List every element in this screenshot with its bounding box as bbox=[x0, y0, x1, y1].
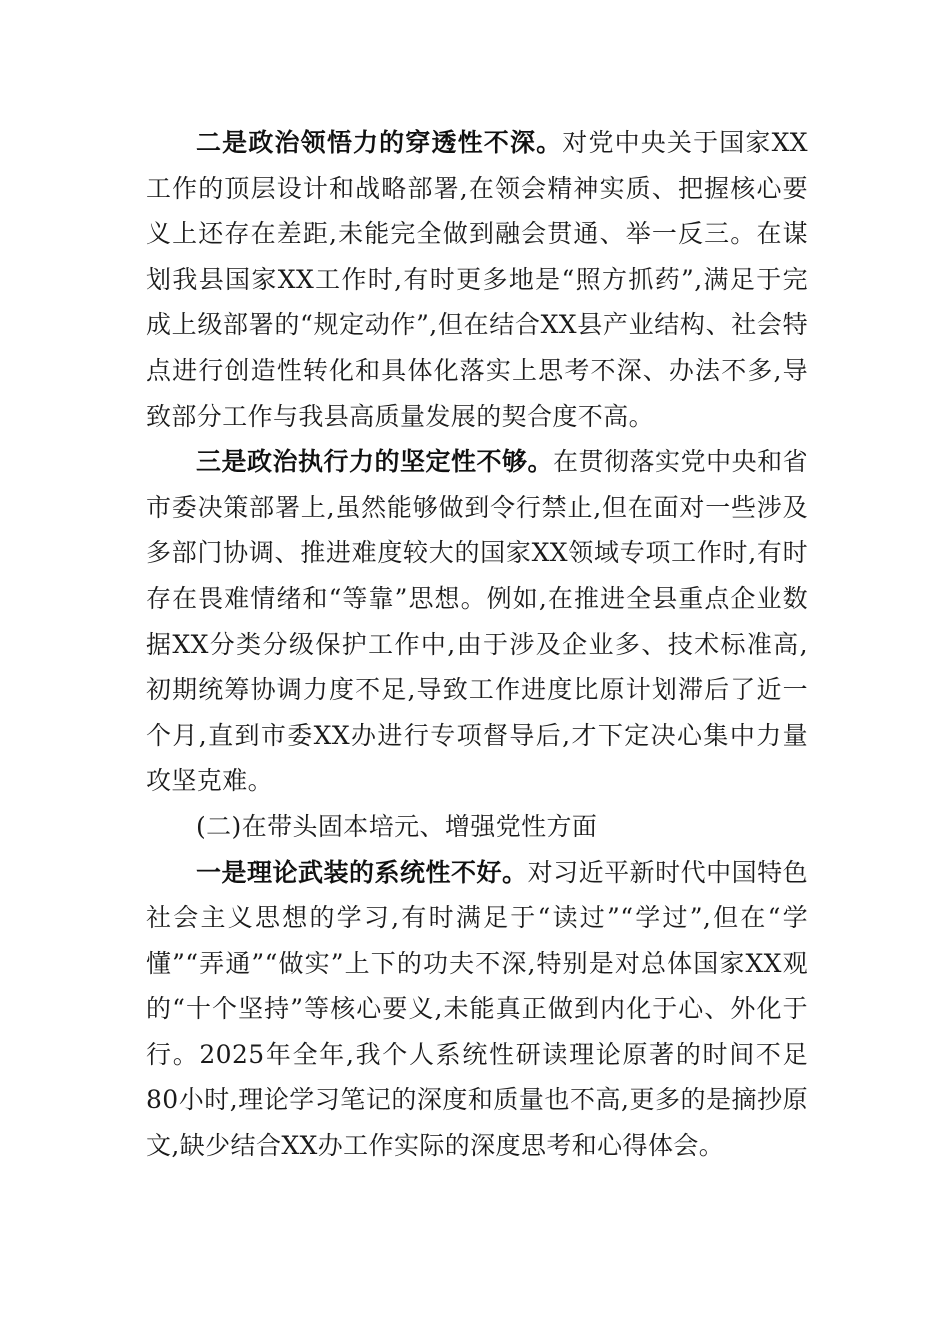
paragraph-text: 对党中央关于国家XX工作的顶层设计和战略部署,在领会精神实质、把握核心要义上还存在差距,未能完全做到融会贯通、举一反三。在谋划我县国家XX工作时,有时更多地是“照方抓药”,满足于完成上级部署的“规定动作”,但在结合XX县产业结构、社会特点进行创造性转化和具体化落实上思考不深、办法不多,导致部分工作与我县高质量发展的契合度不高。 bbox=[146, 128, 808, 431]
paragraph-political-execution bbox=[146, 439, 808, 804]
paragraph-text: 对习近平新时代中国特色社会主义思想的学习,有时满足于“读过”“学过”,但在“学懂”“弄通”“做实”上下的功夫不深,特别是对总体国家XX观的“十个坚持”等核心要义,未能真正做到内化于心、外化于行。2025年全年,我个人系统性研读理论原著的时间不足80小时,理论学习笔记的深度和质量也不高,更多的是摘抄原文,缺少结合XX办工作实际的深度思考和心得体会。 bbox=[146, 857, 809, 1161]
paragraph-text: 在贯彻落实党中央和省市委决策部署上,虽然能够做到令行禁止,但在面对一些涉及多部门协调、推进难度较大的国家XX领域专项工作时,有时存在畏难情绪和“等靠”思想。例如,在推进全县重点企业数据XX分类分级保护工作中,由于涉及企业多、技术标准高,初期统筹协调力度不足,导致工作进度比原计划滞后了近一个月,直到市委XX办进行专项督导后,才下定决心集中力量攻坚克难。 bbox=[146, 447, 808, 796]
paragraph-lead: 三是政治执行力的坚定性不够。 bbox=[196, 447, 554, 477]
document-body bbox=[146, 120, 808, 1169]
paragraph-political-understanding bbox=[146, 120, 808, 439]
section-heading: (二)在带头固本培元、增强党性方面 bbox=[196, 811, 598, 841]
paragraph-lead: 二是政治领悟力的穿透性不深。 bbox=[196, 128, 563, 157]
paragraph-lead: 一是理论武装的系统性不好。 bbox=[196, 857, 528, 887]
paragraph-theory-study bbox=[146, 850, 808, 1169]
